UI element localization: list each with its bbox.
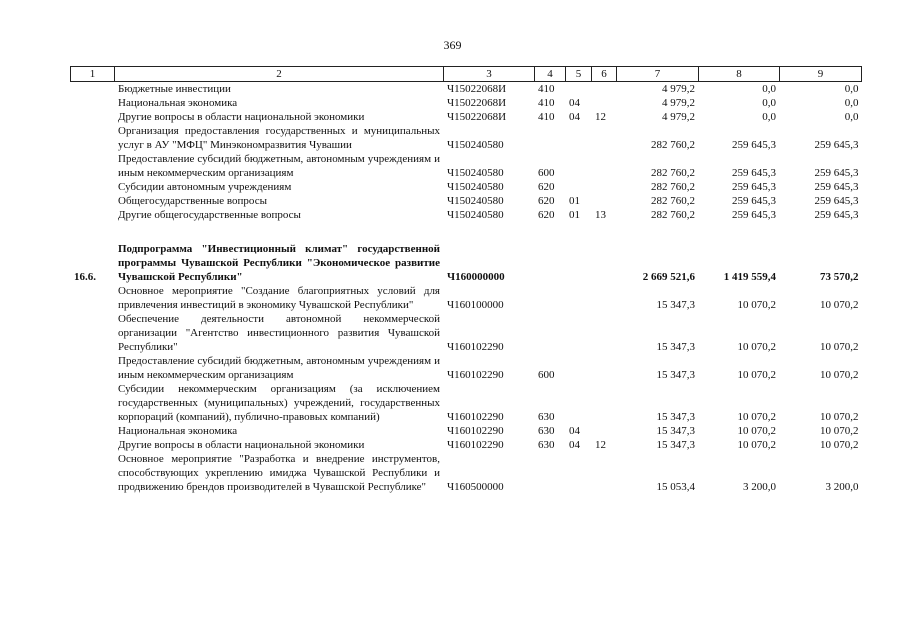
row-name-cell: Подпрограмма "Инвестиционный климат" государственной программы Чувашской Республики "Экономическое развитие Чувашской Республики" [118,243,440,283]
row-name-cell: Субсидии автономным учреждениям [118,181,292,193]
target-code-cell: Ч160102290 [447,369,504,381]
subsection-cell [592,452,617,494]
target-code-cell: Ч160000000 [447,271,505,283]
amount-col9-cell: 10 070,2 [820,299,859,311]
section-cell [566,452,592,494]
amount-col7-cell: 15 347,3 [656,369,695,381]
amount-col8-cell: 259 645,3 [732,167,776,179]
amount-col9-cell: 73 570,2 [820,271,859,283]
column-header-8: 8 [699,67,780,82]
amount-col8-cell: 259 645,3 [732,209,776,221]
target-code-cell: Ч150240580 [447,209,504,221]
amount-col7-cell: 282 760,2 [651,195,695,207]
expense-type-cell: 630 [538,439,555,451]
row-number-cell [71,194,115,208]
amount-col8-cell: 0,0 [762,83,776,95]
table-row [71,180,862,194]
page-number: 369 [443,38,462,52]
section-cell: 04 [569,439,580,451]
amount-col9-cell: 10 070,2 [820,439,859,451]
row-name-cell: Предоставление субсидий бюджетным, автономным учреждениям и иным некоммерческим организациям [118,355,440,381]
section-cell [566,284,592,312]
row-number-cell [71,82,115,97]
table-row [71,194,862,208]
expense-type-cell: 630 [538,411,555,423]
subsection-cell [592,96,617,110]
target-code-cell: Ч160500000 [447,481,504,493]
section-cell [566,354,592,382]
subsection-cell [592,82,617,97]
subsection-cell: 12 [595,111,606,123]
amount-col9-cell: 10 070,2 [820,425,859,437]
row-number-cell [71,382,115,424]
amount-col9-cell: 10 070,2 [820,341,859,353]
amount-col7-cell: 15 347,3 [656,299,695,311]
row-name-cell: Другие вопросы в области национальной экономики [118,111,365,123]
row-number-cell [71,312,115,354]
amount-col7-cell: 15 347,3 [656,425,695,437]
subsection-cell [592,124,617,152]
amount-col9-cell: 259 645,3 [814,181,859,193]
amount-col9-cell: 259 645,3 [814,195,859,207]
expense-type-cell: 620 [538,181,555,193]
section-cell [566,242,592,284]
target-code-cell: Ч150240580 [447,167,504,179]
amount-col8-cell: 10 070,2 [737,299,776,311]
amount-col9-cell: 0,0 [844,111,859,123]
table-row [71,382,862,424]
amount-col9-cell: 3 200,0 [825,481,859,493]
section-cell: 04 [569,111,580,123]
amount-col7-cell: 4 979,2 [662,97,695,109]
column-header-6: 6 [592,67,617,82]
amount-col9-cell: 10 070,2 [820,411,859,423]
expense-type-cell [535,452,566,494]
target-code-cell: Ч15022068И [447,97,507,109]
amount-col8-cell: 0,0 [762,97,776,109]
subsection-cell: 12 [595,439,606,451]
amount-col9-cell: 10 070,2 [820,369,859,381]
row-number-cell [71,424,115,438]
section-cell: 01 [569,209,580,221]
subsection-cell [592,312,617,354]
target-code-cell: Ч150240580 [447,181,504,193]
amount-col8-cell: 10 070,2 [737,425,776,437]
table-row [71,424,862,438]
expense-type-cell: 620 [538,209,555,221]
expense-type-cell: 630 [538,425,555,437]
column-header-4: 4 [535,67,566,82]
row-name-cell: Обеспечение деятельности автономной некоммерческой организации "Агентство инвестиционного развития Чувашской Республики" [118,313,440,353]
subsection-cell [592,242,617,284]
row-number-cell: 16.6. [74,271,96,283]
row-number-cell [71,124,115,152]
amount-col8-cell: 10 070,2 [737,341,776,353]
row-number-cell [71,96,115,110]
row-number-cell [71,152,115,180]
section-cell [566,180,592,194]
section-cell [566,382,592,424]
row-name-cell: Субсидии некоммерческим организациям (за исключением государственных (муниципальных) учреждений, государственных корпораций (компаний), публично-правовых компаний) [118,383,440,423]
subsection-cell [592,424,617,438]
amount-col7-cell: 282 760,2 [651,139,695,151]
target-code-cell: Ч160102290 [447,425,504,437]
column-header-5: 5 [566,67,592,82]
table-row [71,96,862,110]
amount-col9-cell: 259 645,3 [814,209,859,221]
table-row [71,438,862,452]
row-name-cell: Организация предоставления государственных и муниципальных услуг в АУ "МФЦ" Минэкономразвития Чувашии [118,125,440,151]
budget-table [70,66,862,494]
section-cell [566,82,592,97]
subsection-cell [592,284,617,312]
amount-col7-cell: 4 979,2 [662,111,695,123]
amount-col7-cell: 4 979,2 [662,83,695,95]
target-code-cell: Ч150240580 [447,195,504,207]
amount-col9-cell: 0,0 [844,97,859,109]
section-cell [566,152,592,180]
section-cell [566,124,592,152]
target-code-cell: Ч160100000 [447,299,504,311]
table-row [71,152,862,180]
amount-col8-cell: 10 070,2 [737,439,776,451]
row-name-cell: Другие общегосударственные вопросы [118,209,301,221]
row-name-cell: Предоставление субсидий бюджетным, автономным учреждениям и иным некоммерческим организациям [118,153,440,179]
subsection-cell: 13 [595,209,606,221]
row-name-cell: Национальная экономика [118,97,238,109]
amount-col7-cell: 2 669 521,6 [642,271,695,283]
amount-col8-cell: 10 070,2 [737,411,776,423]
table-row [71,312,862,354]
amount-col7-cell: 282 760,2 [651,209,695,221]
section-cell: 04 [569,97,580,109]
amount-col7-cell: 282 760,2 [651,181,695,193]
expense-type-cell: 410 [538,83,555,95]
amount-col8-cell: 259 645,3 [732,181,776,193]
table-row [71,242,862,284]
table-row [71,208,862,222]
expense-type-cell: 620 [538,195,555,207]
amount-col7-cell: 282 760,2 [651,167,695,179]
amount-col8-cell: 1 419 559,4 [723,271,776,283]
row-name-cell: Национальная экономика [118,425,238,437]
section-cell: 04 [569,425,580,437]
amount-col8-cell: 259 645,3 [732,195,776,207]
expense-type-cell [535,124,566,152]
row-name-cell: Другие вопросы в области национальной экономики [118,439,365,451]
column-header-2: 2 [115,67,444,82]
column-header-7: 7 [617,67,699,82]
amount-col7-cell: 15 347,3 [656,439,695,451]
expense-type-cell: 410 [538,97,555,109]
amount-col7-cell: 15 053,4 [656,481,695,493]
row-name-cell: Общегосударственные вопросы [118,195,267,207]
table-row [71,284,862,312]
column-header-9: 9 [780,67,862,82]
table-row [71,452,862,494]
expense-type-cell [535,284,566,312]
amount-col7-cell: 15 347,3 [656,411,695,423]
expense-type-cell: 600 [538,167,555,179]
amount-col8-cell: 3 200,0 [743,481,776,493]
subsection-cell [592,152,617,180]
table-row [71,82,862,97]
section-cell [566,312,592,354]
row-number-cell [71,110,115,124]
target-code-cell: Ч160102290 [447,411,504,423]
table-row [71,124,862,152]
subsection-cell [592,354,617,382]
expense-type-cell: 410 [538,111,555,123]
amount-col9-cell: 259 645,3 [814,139,859,151]
column-number-header-row [71,67,862,82]
row-name-cell: Основное мероприятие "Создание благоприятных условий для привлечения инвестиций в экономику Чувашской Республики" [118,285,440,311]
amount-col8-cell: 10 070,2 [737,369,776,381]
target-code-cell: Ч160102290 [447,341,504,353]
expense-type-cell [535,312,566,354]
target-code-cell: Ч150240580 [447,139,504,151]
row-number-cell [71,438,115,452]
expense-type-cell [535,242,566,284]
amount-col8-cell: 0,0 [762,111,776,123]
column-header-3: 3 [444,67,535,82]
target-code-cell: Ч160102290 [447,439,504,451]
target-code-cell: Ч15022068И [447,83,507,95]
row-number-cell [71,180,115,194]
row-number-cell [71,284,115,312]
expense-type-cell: 600 [538,369,555,381]
amount-col8-cell: 259 645,3 [732,139,776,151]
target-code-cell: Ч15022068И [447,111,507,123]
subsection-cell [592,180,617,194]
row-spacer [71,222,862,242]
row-number-cell [71,208,115,222]
amount-col9-cell: 259 645,3 [814,167,859,179]
amount-col7-cell: 15 347,3 [656,341,695,353]
row-number-cell [71,354,115,382]
subsection-cell [592,194,617,208]
amount-col9-cell: 0,0 [844,83,859,95]
section-cell: 01 [569,195,580,207]
column-header-1: 1 [71,67,115,82]
table-row [71,354,862,382]
subsection-cell [592,382,617,424]
row-name-cell: Основное мероприятие "Разработка и внедрение инструментов, способствующих укреплению имиджа Чувашской Республики и продвижению брендов производителей в Чувашской Республике" [118,453,440,493]
table-row [71,110,862,124]
row-number-cell [71,452,115,494]
row-name-cell: Бюджетные инвестиции [118,83,231,95]
